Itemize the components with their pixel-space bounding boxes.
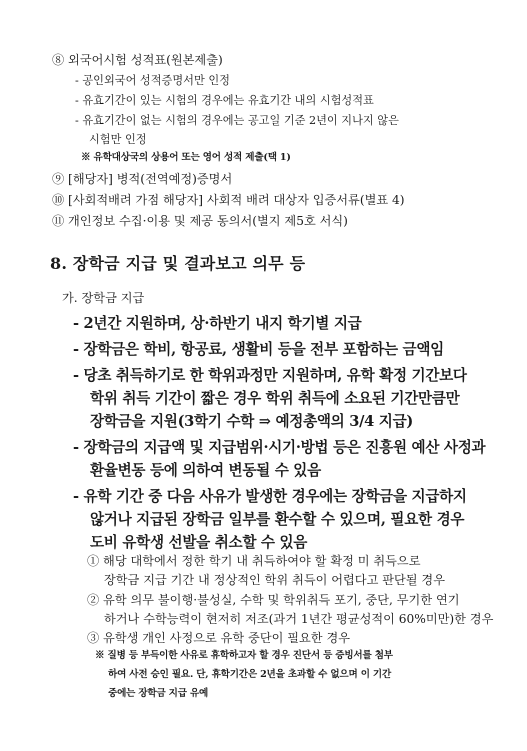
text-line: 하거나 수학능력이 현저히 저조(과거 1년간 평균성적이 60%미만)한 경우 [104, 612, 494, 626]
text-line: - 2년간 지원하며, 상·하반기 내지 학기별 지급 [73, 315, 362, 332]
text-line: - 공인외국어 성적증명서만 인정 [75, 74, 230, 87]
text-line: 하여 사전 승인 필요. 단, 휴학기간은 2년을 초과할 수 없으며 이 기간 [108, 669, 392, 680]
text-line: ⑨ [해당자] 병적(전역예정)증명서 [52, 172, 233, 186]
text-line: - 유학 기간 중 다음 사유가 발생한 경우에는 장학금을 지급하지 [73, 488, 467, 505]
text-line: ② 유학 의무 불이행·불성실, 수학 및 학위취득 포기, 중단, 무기한 연기 [87, 593, 460, 607]
text-line: ⑧ 외국어시험 성적표(원본제출) [52, 53, 223, 67]
text-line: ⑪ 개인정보 수집·이용 및 제공 동의서(별지 제5호 서식) [52, 214, 348, 228]
text-line: 장학금 지급 기간 내 정상적인 학위 취득이 어렵다고 판단될 경우 [104, 573, 445, 587]
text-line: - 장학금은 학비, 항공료, 생활비 등을 전부 포함하는 금액임 [73, 341, 444, 358]
text-line: 가. 장학금 지급 [62, 291, 145, 305]
text-line: - 유효기간이 없는 시험의 경우에는 공고일 기준 2년이 지나지 않은 [75, 114, 399, 127]
text-line: ⑩ [사회적배려 가점 해당자] 사회적 배려 대상자 입증서류(별표 4) [52, 193, 405, 207]
text-line: 도비 유학생 선발을 취소할 수 있음 [90, 534, 308, 551]
text-line: - 장학금의 지급액 및 지급범위·시기·방법 등은 진흥원 예산 사정과 [73, 439, 486, 456]
text-line: 장학금을 지원(3학기 수학 ⇒ 예정총액의 3/4 지급) [90, 413, 413, 430]
text-line: 않거나 지급된 장학금 일부를 환수할 수 있으며, 필요한 경우 [90, 511, 465, 528]
text-line: ※ 질병 등 부득이한 사유로 휴학하고자 할 경우 진단서 등 증빙서를 첨부 [95, 650, 393, 661]
text-line: 중에는 장학금 지급 유예 [108, 688, 209, 699]
text-line: 시험만 인정 [89, 133, 147, 146]
text-line: 환율변동 등에 의하여 변동될 수 있음 [90, 462, 321, 479]
text-line: - 유효기간이 있는 시험의 경우에는 유효기간 내의 시험성적표 [75, 94, 374, 107]
text-line: 8. 장학금 지급 및 결과보고 의무 등 [50, 254, 306, 273]
text-line: 학위 취득 기간이 짧은 경우 학위 취득에 소요된 기간만큼만 [90, 390, 460, 407]
text-line: - 당초 취득하기로 한 학위과정만 지원하며, 유학 확정 기간보다 [73, 367, 467, 384]
text-line: ① 해당 대학에서 정한 학기 내 취득하여야 할 확정 미 취득으로 [87, 554, 421, 568]
text-line: ※ 유학대상국의 상용어 또는 영어 성적 제출(택 1) [81, 152, 291, 163]
text-line: ③ 유학생 개인 사정으로 유학 중단이 필요한 경우 [87, 631, 350, 645]
